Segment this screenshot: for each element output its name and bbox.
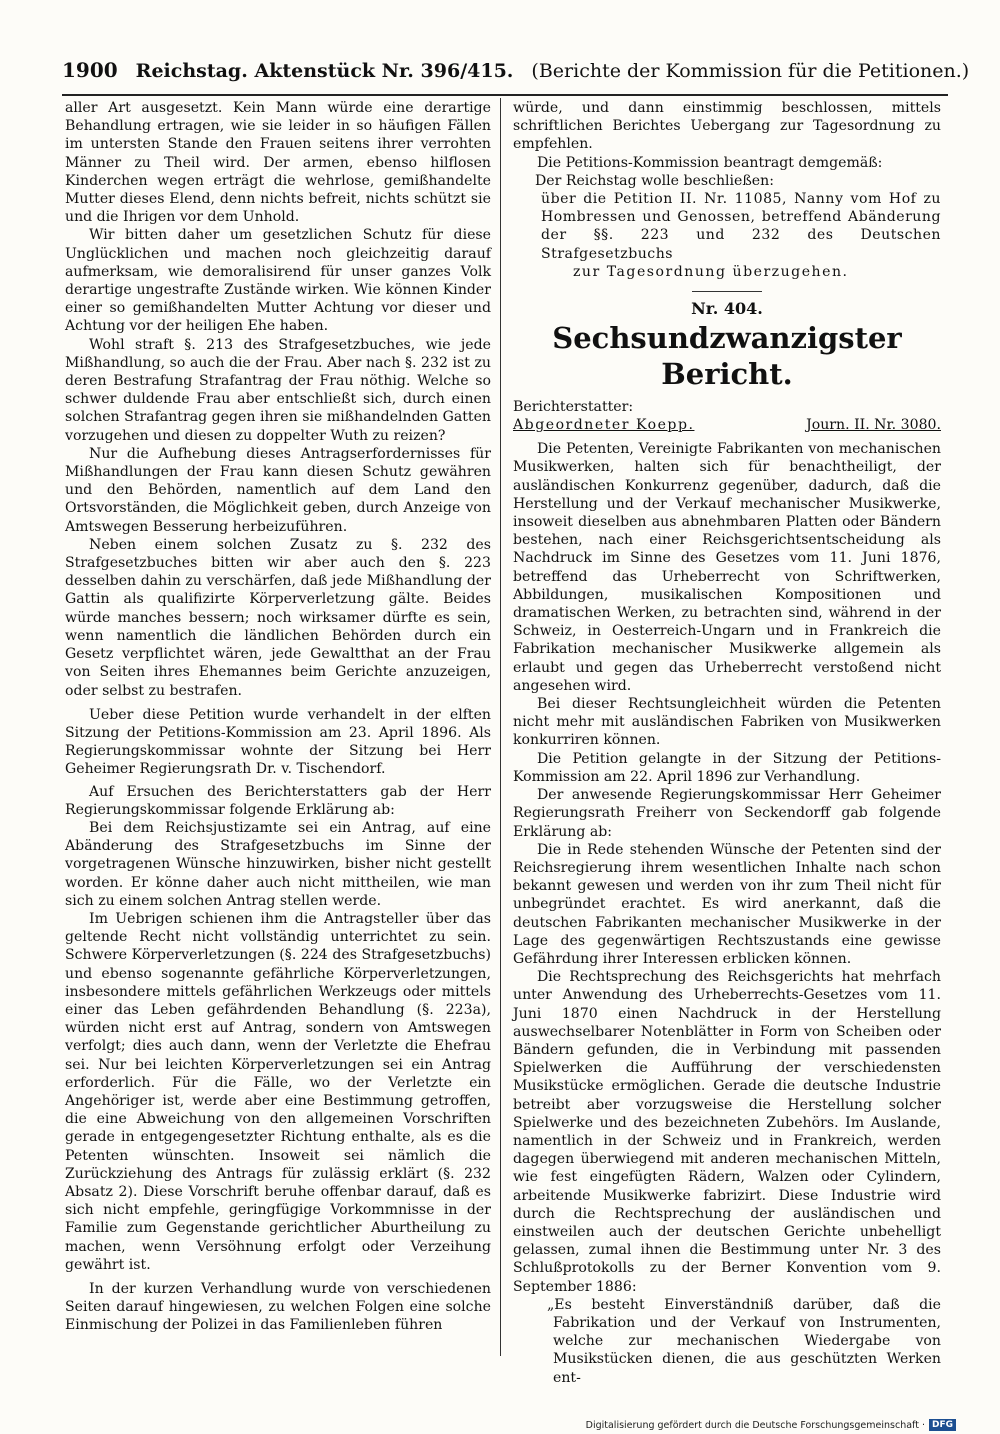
header-subtitle: (Berichte der Kommission für die Petitionen.) <box>531 60 970 82</box>
paragraph: Neben einem solchen Zusatz zu §. 232 des Strafgesetzbuches bitten wir aber auch den §. 223 desselben dahin zu verschärfen, daß jede Mißhandlung der Gattin als qualifizirte Körperverletzung gälte. Beides würde manches bessern; noch wirksamer dürfte es sein, wenn namentlich die ländlichen Behörden durch ein Gesetz verpflichtet wären, jede Gewaltthat an der Frau von Seiten ihres Ehemannes beim Gerichte anzuzeigen, oder selbst zu bestrafen. <box>65 536 491 699</box>
paragraph: Die in Rede stehenden Wünsche der Petenten sind der Reichsregierung ihrem wesentlichen Inhalte nach schon bekannt gewesen und werden von ihr zum Theil nicht für unbegründet erachtet. Es wird anerkannt, daß die deutschen Fabrikanten mechanischer Musikwerke in der Lage des gegenwärtigen Rechtszustands eine gewisse Gefährdung ihrer Interessen erblicken können. <box>513 841 941 967</box>
page-number: 1900 <box>62 58 118 82</box>
paragraph: Die Petitions-Kommission beantragt demgemäß: <box>537 154 883 171</box>
dfg-logo: DFG <box>929 1419 956 1431</box>
paragraph: aller Art ausgesetzt. Kein Mann würde eine derartige Behandlung ertragen, wie sie leider in so häufigen Fällen im untersten Stande den Frauen seitens ihrer verrohten Männer zu Theil wird. Der armen, ebenso hilflosen Kinderchen wegen erträgt die wehrlose, gemißhandelte Mutter dieses Elend, denn nichts befreit, nichts schützt sie und die Ihrigen vor dem Unhold. <box>65 100 491 226</box>
paragraph: Nur die Aufhebung dieses Antragserfordernisses für Mißhandlungen der Frau kann diesen Schutz gewähren und den Behörden, namentlich auf dem Land den Ortsvorständen, die Möglichkeit geben, durch Anzeige von Amtswegen Besserung herbeizuführen. <box>65 445 491 535</box>
header-rule <box>62 94 948 96</box>
paragraph: würde, und dann einstimmig beschlossen, mittels schriftlichen Berichtes Uebergang zur Tagesordnung zu empfehlen. <box>513 100 941 153</box>
paragraph: Die Petenten, Vereinigte Fabrikanten von mechanischen Musikwerken, halten sich für benachtheiligt, der ausländischen Konkurrenz gegenüber, dadurch, daß die Herstellung und der Verkauf mechanischer Musikwerke, insoweit dieselben aus abnehmbaren Platten oder Bändern bestehen, nach einer Reichsgerichtsentscheidung als Nachdruck im Sinne des Gesetzes vom 11. Juni 1876, betreffend das Urheberrecht von Schriftwerken, Abbildungen, musikalischen Kompositionen und dramatischen Werken, zu betrachten sind, während in der Schweiz, in Oesterreich-Ungarn und in Frankreich die Fabrikation mechanischer Musikwerke allgemein als erlaubt und gegen das Urheberrecht verstoßend nicht angesehen wird. <box>513 441 941 694</box>
paragraph: Bei dieser Rechtsungleichheit würden die Petenten nicht mehr mit ausländischen Fabriken von Musikwerken konkurriren können. <box>513 696 941 749</box>
paragraph: Die Petition gelangte in der Sitzung der Petitions-Kommission am 22. April 1896 zur Verhandlung. <box>513 750 941 785</box>
report-number: Nr. 404. <box>691 299 763 319</box>
paragraph: Bei dem Reichsjustizamte sei ein Antrag, auf eine Abänderung des Strafgesetzbuchs im Sinne der vorgetragenen Wünsche hinzuwirken, bisher nicht gestellt worden. Er könne daher auch nicht mittheilen, wie man sich zu einem solchen Antrag stellen werde. <box>65 819 491 909</box>
paragraph: Wir bitten daher um gesetzlichen Schutz für diese Unglücklichen und machen noch gleichzeitig darauf aufmerksam, wie demoralisirend für unser ganzes Volk derartige ungestrafte Zustände wirken. Wie können Kinder einer so gemißhandelten Mutter Achtung vor dieser und Achtung vor der heiligen Ehe haben. <box>65 227 491 335</box>
section-separator <box>692 291 762 292</box>
reporter-name: Abgeordneter Koepp. <box>513 417 695 434</box>
footer-text: Digitalisierung gefördert durch die Deutsche Forschungsgemeinschaft · <box>585 1419 925 1431</box>
paragraph: Die Rechtsprechung des Reichsgerichts hat mehrfach unter Anwendung des Urheberrechts-Gesetzes vom 11. Juni 1870 einen Nachdruck in der Herstellung auswechselbarer Notenblätter in Form von Scheiben oder Bändern gefunden, die in Verbindung mit passenden Spielwerken die Aufführung der verschiedensten Musikstücke ermöglichen. Gerade die deutsche Industrie betreibt aber vorzugsweise die Herstellung solcher Spielwerke und des bezeichneten Zubehörs. Im Auslande, namentlich in der Schweiz und in Frankreich, werden dagegen überwiegend mit anderen mechanischen Mitteln, wie fest eingefügten Rädern, Walzen oder Cylindern, arbeitende Musikwerke fabrizirt. Diese Industrie wird durch die Rechtsprechung der ausländischen und einstweilen auch der deutschen Gerichte unbehelligt gelassen, zumal ihnen die Bestimmung unter Nr. 3 des Schlußprotokolls zu der Berner Konvention vom 9. September 1886: <box>513 969 941 1295</box>
left-column <box>65 99 491 1359</box>
paragraph: In der kurzen Verhandlung wurde von verschiedenen Seiten darauf hingewiesen, zu welchen Folgen eine solche Einmischung der Polizei in das Familienleben führen <box>65 1281 491 1334</box>
paragraph: Im Uebrigen schienen ihm die Antragsteller über das geltende Recht nicht vollständig unterrichtet zu sein. Schwere Körperverletzungen (§. 224 des Strafgesetzbuchs) und ebenso sogenannte gefährliche Körperverletzungen, insbesondere mittels gefährlichen Werkzeugs oder mittels einer das Leben gefährdenden Behandlung (§. 223a), würden nicht erst auf Antrag, sondern von Amtswegen verfolgt; dies auch dann, wenn der Verletzte die Ehefrau sei. Nur bei leichten Körperverletzungen sei ein Antrag erforderlich. Für die Fälle, wo der Verletzte ein Angehöriger ist, werde aber eine Bestimmung getroffen, die eine Abweichung von den allgemeinen Vorschriften gerade in entgegengesetzter Richtung enthalte, als es die Petenten wünschten. Insoweit sei nämlich die Zurückziehung des Antrags für zulässig erklärt (§. 232 Absatz 2). Diese Vorschrift beruhe offenbar darauf, daß es sich nicht empfehle, geringfügige Vorkommnisse in der Familie zum Gegenstande gerichtlicher Aburtheilung zu machen, wenn Versöhnung erfolgt oder Verzeihung gewährt ist. <box>65 910 491 1273</box>
paragraph: Ueber diese Petition wurde verhandelt in der elften Sitzung der Petitions-Kommission am 23. April 1896. Als Regierungskommissar wohnte der Sitzung bei Herr Geheimer Regierungsrath Dr. v. Tischendorf. <box>65 706 491 778</box>
right-column <box>513 99 941 1386</box>
quote: „Es besteht Einverständniß darüber, daß die Fabrikation und der Verkauf von Instrumenten, welche zur mechanischen Wiedergabe von Musikstücken dienen, die aus geschützten Werken ent- <box>547 1296 941 1386</box>
report-title: Sechsundzwanzigster Bericht. <box>552 321 902 392</box>
motion-text: über die Petition II. Nr. 11085, Nanny vom Hof zu Hombressen und Genossen, betreffend Abänderung der §§. 223 und 232 des Deutschen Strafgesetzbuchs <box>541 191 941 262</box>
reporter-block <box>513 398 941 434</box>
paragraph: Wohl straft §. 213 des Strafgesetzbuches, wie jede Mißhandlung, so auch die der Frau. Aber nach §. 232 ist zu deren Bestrafung Strafantrag der Frau nöthig. Welche so schwer duldende Frau aber entschließt sich, durch einen solchen Strafantrag gegen ihren sie mißhandelnden Gatten vorzugehen und diesen zu doppelter Wuth zu reizen? <box>65 336 491 444</box>
reporter <box>513 398 694 434</box>
journal-reference: Journ. II. Nr. 3080. <box>806 417 941 434</box>
header-title: Reichstag. Aktenstück Nr. 396/415. <box>135 60 514 82</box>
motion-end: zur Tagesordnung überzugehen. <box>573 263 849 280</box>
paragraph: Der anwesende Regierungskommissar Herr Geheimer Regierungsrath Freiherr von Seckendorff gab folgende Erklärung ab: <box>513 787 941 840</box>
footer <box>585 1418 956 1432</box>
column-divider <box>500 98 501 1356</box>
paragraph: Auf Ersuchen des Berichterstatters gab der Herr Regierungskommissar folgende Erklärung ab: <box>65 783 491 818</box>
motion-intro: Der Reichstag wolle beschließen: <box>535 172 774 189</box>
reporter-label: Berichterstatter: <box>513 399 634 416</box>
page-header <box>62 58 970 92</box>
